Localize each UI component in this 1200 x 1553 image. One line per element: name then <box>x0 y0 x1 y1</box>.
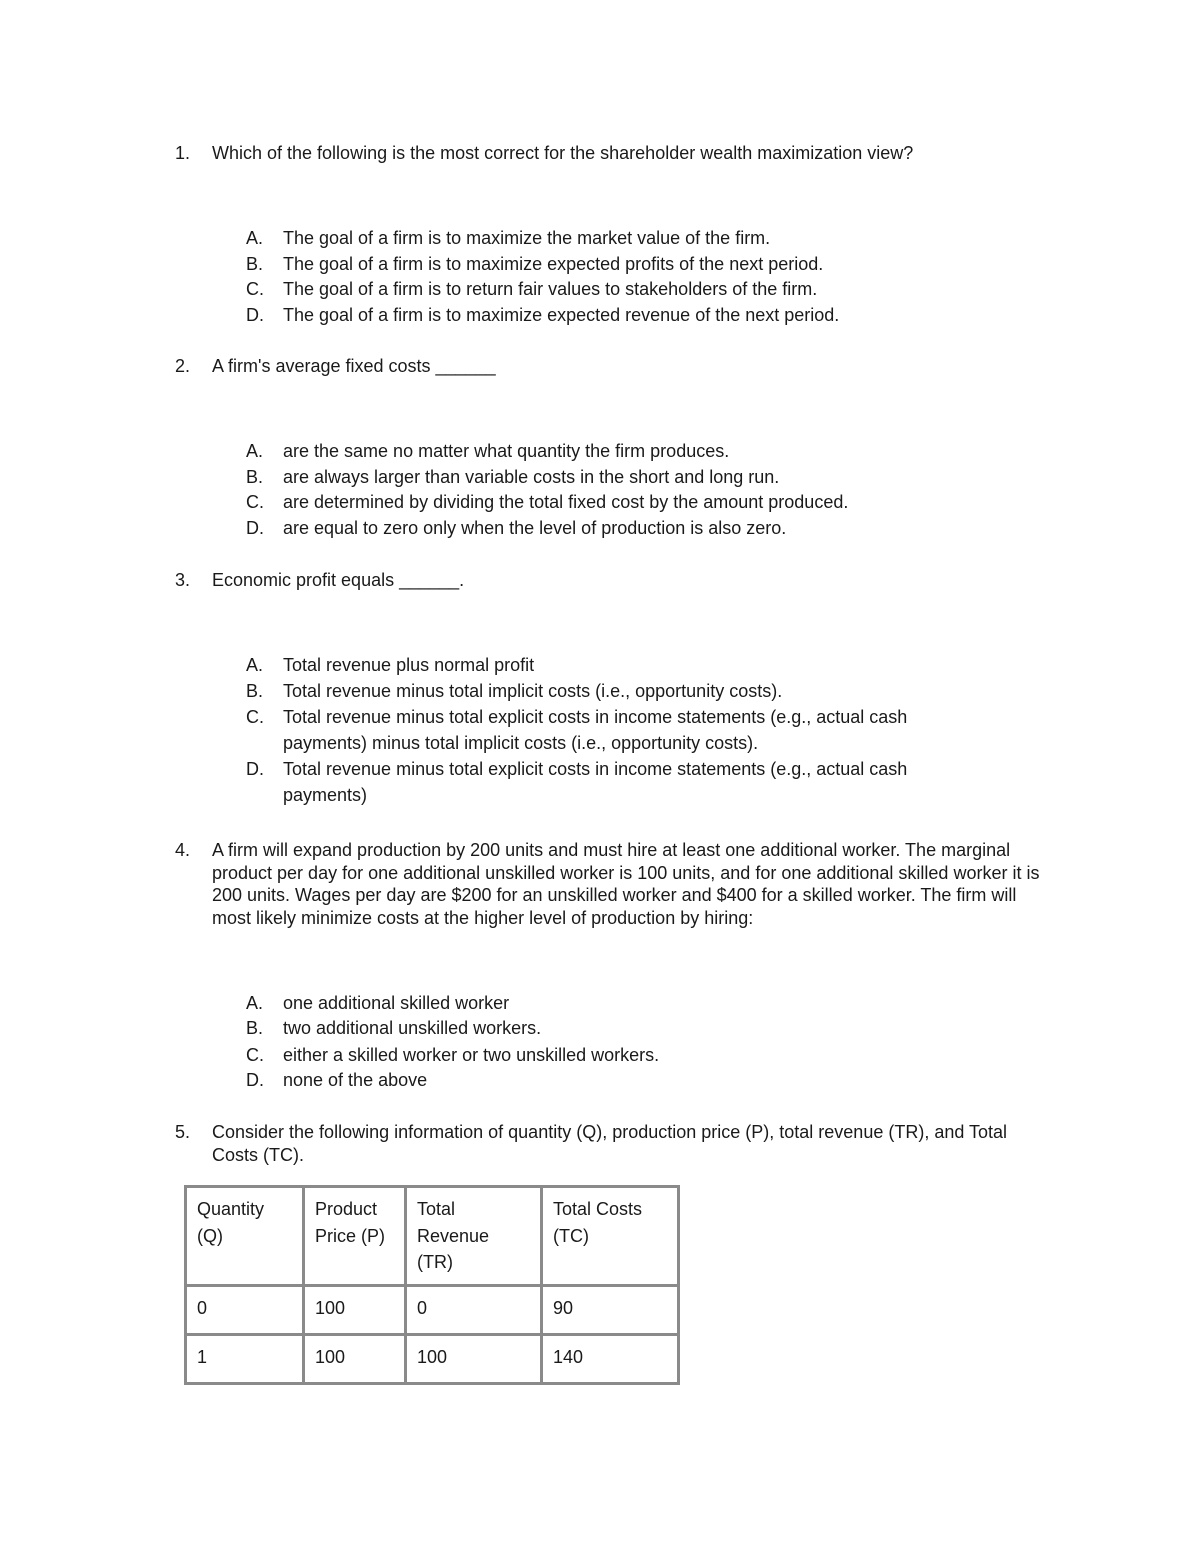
table-row <box>186 1285 679 1334</box>
option-text: The goal of a firm is to maximize the market value of the firm. <box>283 228 771 248</box>
option-text: Total revenue minus total explicit costs in income statements (e.g., actual cash payments) minus total implicit costs (i.e., opportunity costs). <box>283 707 908 753</box>
option-letter: B. <box>246 1018 264 1038</box>
option-letter: B. <box>246 681 264 701</box>
question-text: Which of the following is the most correct for the shareholder wealth maximization view? <box>212 143 914 163</box>
option-letter: D. <box>246 305 264 325</box>
table-row <box>186 1334 679 1383</box>
option-text: The goal of a firm is to return fair values to stakeholders of the firm. <box>283 279 818 299</box>
table-cell: 0 <box>406 1285 542 1334</box>
table-header-cell: Product Price (P) <box>304 1187 406 1286</box>
option-letter: B. <box>246 467 264 487</box>
option-letter: B. <box>246 254 264 274</box>
question-text: A firm will expand production by 200 units and must hire at least one additional worker. The marginal product per day for one additional unskilled worker is 100 units, and for one additional skilled worker it is 200 units. Wages per day are $200 for an unskilled worker and $400 for a skilled worker. The firm will most likely minimize costs at the higher level of production by hiring: <box>212 840 1040 928</box>
table-header-cell: Total Costs (TC) <box>542 1187 679 1286</box>
option-letter: C. <box>246 492 264 512</box>
table-cell: 100 <box>406 1334 542 1383</box>
option-letter: A. <box>246 441 264 461</box>
option-letter: D. <box>246 1070 264 1090</box>
question-number: 4. <box>175 840 191 860</box>
option-text: are determined by dividing the total fixed cost by the amount produced. <box>283 492 849 512</box>
table-cell: 0 <box>186 1285 304 1334</box>
option-text: Total revenue minus total implicit costs (i.e., opportunity costs). <box>283 681 783 701</box>
option-text: are always larger than variable costs in the short and long run. <box>283 467 780 487</box>
question-number: 1. <box>175 143 191 163</box>
option-letter: D. <box>246 518 264 538</box>
option-letter: C. <box>246 1045 264 1065</box>
question-text: Economic profit equals ______. <box>212 570 465 590</box>
option-text: are the same no matter what quantity the firm produces. <box>283 441 730 461</box>
option-letter: C. <box>246 707 264 727</box>
table-cell: 100 <box>304 1334 406 1383</box>
option-text: none of the above <box>283 1070 428 1090</box>
table-header-row <box>186 1187 679 1286</box>
option-text: either a skilled worker or two unskilled workers. <box>283 1045 660 1065</box>
question-text: Consider the following information of quantity (Q), production price (P), total revenue (TR), and Total Costs (TC). <box>212 1122 1008 1165</box>
option-text: The goal of a firm is to maximize expected profits of the next period. <box>283 254 824 274</box>
option-text: Total revenue minus total explicit costs in income statements (e.g., actual cash payments) <box>283 759 908 805</box>
option-letter: C. <box>246 279 264 299</box>
data-table <box>184 1185 680 1385</box>
option-text: are equal to zero only when the level of production is also zero. <box>283 518 787 538</box>
table-header-cell: Quantity (Q) <box>186 1187 304 1286</box>
option-letter: A. <box>246 228 264 248</box>
question-number: 5. <box>175 1122 191 1142</box>
option-text: two additional unskilled workers. <box>283 1018 542 1038</box>
option-letter: A. <box>246 993 264 1013</box>
table-cell: 100 <box>304 1285 406 1334</box>
question-number: 3. <box>175 570 191 590</box>
option-letter: A. <box>246 655 264 675</box>
table-header-cell: Total Revenue (TR) <box>406 1187 542 1286</box>
option-text: one additional skilled worker <box>283 993 510 1013</box>
option-text: The goal of a firm is to maximize expected revenue of the next period. <box>283 305 840 325</box>
table-cell: 90 <box>542 1285 679 1334</box>
table-cell: 140 <box>542 1334 679 1383</box>
question-number: 2. <box>175 356 191 376</box>
option-text: Total revenue plus normal profit <box>283 655 535 675</box>
table-cell: 1 <box>186 1334 304 1383</box>
option-letter: D. <box>246 759 264 779</box>
question-text: A firm's average fixed costs ______ <box>212 356 496 376</box>
